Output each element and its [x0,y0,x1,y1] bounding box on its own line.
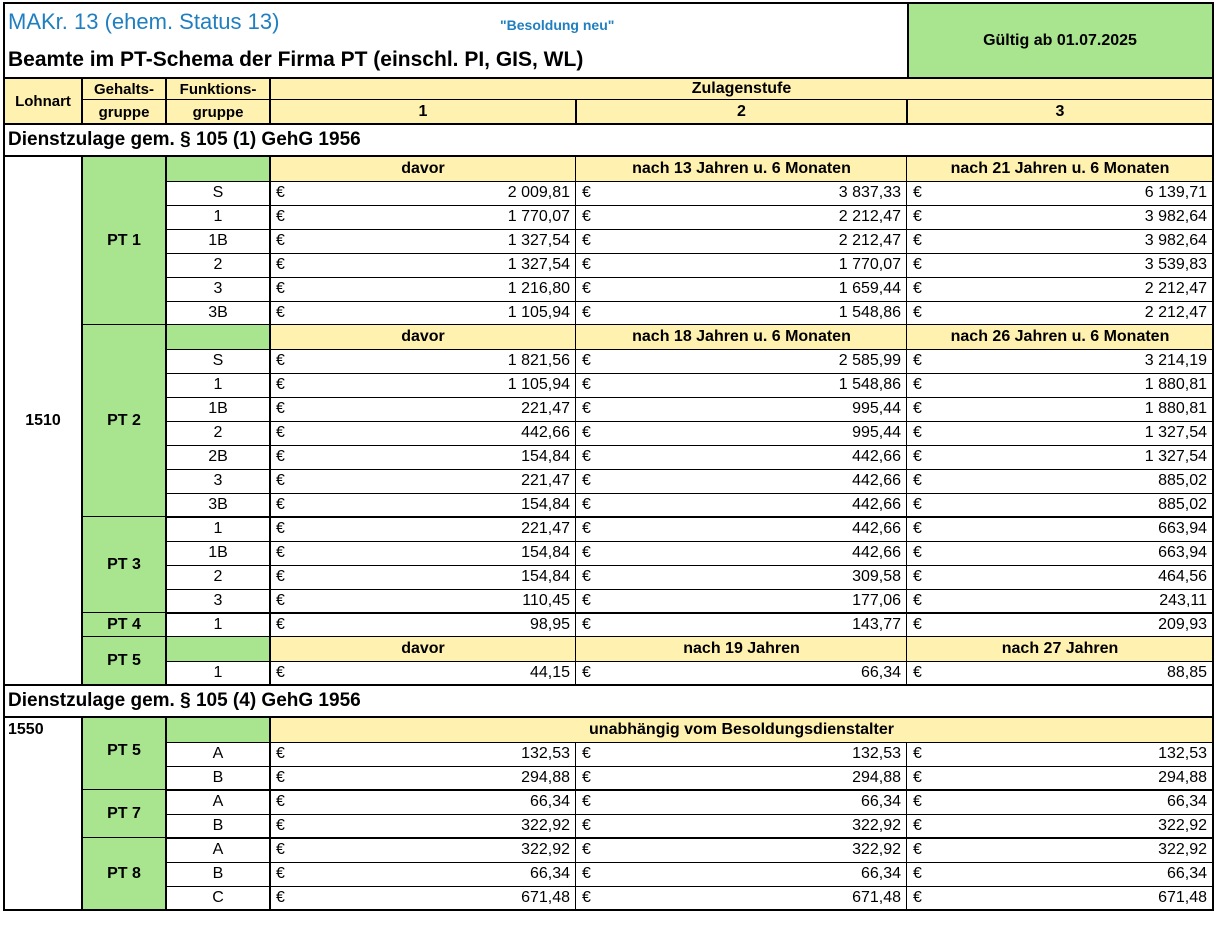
funktionsgruppe-cell: 2 [213,424,223,441]
period-header: davor [270,157,576,181]
grid-line [166,589,1213,590]
euro-symbol: € [913,472,922,489]
grid-line [906,157,907,685]
amount-cell: 663,94 [1158,544,1207,561]
grid-line [166,253,1213,254]
amount-cell: 442,66 [852,520,901,537]
amount-cell: 209,93 [1158,616,1207,633]
grid-line [166,886,1213,887]
amount-cell: 3 837,33 [838,184,901,201]
euro-symbol: € [913,544,922,561]
grid-line [166,181,1213,182]
grid-line [166,397,1213,398]
euro-symbol: € [913,184,922,201]
euro-symbol: € [582,793,591,810]
euro-symbol: € [582,841,591,858]
euro-symbol: € [913,424,922,441]
period-header: nach 18 Jahren u. 6 Monaten [576,325,907,349]
euro-symbol: € [582,520,591,537]
amount-cell: 322,92 [1158,817,1207,834]
euro-symbol: € [582,889,591,906]
grid-line [82,99,1213,100]
section-title: Dienstzulage gem. § 105 (1) GehG 1956 [8,129,361,150]
grid-line [166,766,1213,767]
stufe-header: 3 [907,100,1213,124]
gehaltsgruppe-cell: PT 8 [82,838,166,910]
euro-symbol: € [276,592,285,609]
euro-symbol: € [582,280,591,297]
euro-symbol: € [582,817,591,834]
euro-symbol: € [582,568,591,585]
amount-cell: 322,92 [852,841,901,858]
euro-symbol: € [276,184,285,201]
amount-cell: 66,34 [1166,865,1207,882]
grid-line [4,684,1213,686]
zulagenstufe-header: Zulagenstufe [270,78,1213,100]
euro-symbol: € [582,745,591,762]
amount-cell: 322,92 [1158,841,1207,858]
amount-cell: 221,47 [521,400,570,417]
amount-cell: 294,88 [521,769,570,786]
amount-cell: 66,34 [529,865,570,882]
euro-symbol: € [913,400,922,417]
grid-line [165,77,167,124]
stufe-header: 2 [576,100,907,124]
grid-line [166,493,1213,494]
funktionsgruppe-cell: 3 [213,280,223,297]
euro-symbol: € [913,745,922,762]
euro-symbol: € [913,889,922,906]
euro-symbol: € [276,352,285,369]
amount-cell: 243,11 [1159,592,1207,609]
euro-symbol: € [582,865,591,882]
grid-line [269,77,271,124]
amount-cell: 1 105,94 [507,376,570,393]
funktionsgruppe-cell: 1B [208,400,228,417]
euro-symbol: € [276,400,285,417]
euro-symbol: € [582,544,591,561]
euro-symbol: € [913,280,922,297]
grid-line [166,445,1213,446]
funktionsgruppe-cell: 3B [208,304,228,321]
amount-cell: 671,48 [1158,889,1207,906]
grid-line [3,2,5,911]
funktionsgruppe-cell: B [212,769,224,786]
period-header: nach 19 Jahren [576,637,907,661]
gehaltsgruppe-header-1: Gehalts- [82,78,166,100]
period-header: nach 21 Jahren u. 6 Monaten [907,157,1213,181]
grid-line [81,718,83,910]
amount-cell: 66,34 [860,664,901,681]
amount-cell: 442,66 [852,544,901,561]
grid-line [81,77,83,124]
euro-symbol: € [276,448,285,465]
amount-cell: 143,77 [852,616,901,633]
funktionsgruppe-cell: A [212,841,224,858]
amount-cell: 322,92 [852,817,901,834]
euro-symbol: € [913,448,922,465]
amount-cell: 221,47 [521,472,570,489]
grid-line [4,716,1213,718]
amount-cell: 66,34 [860,793,901,810]
euro-symbol: € [276,568,285,585]
euro-symbol: € [913,232,922,249]
grid-line [907,2,909,78]
funktionsgruppe-cell: 2 [213,256,223,273]
grid-line [4,123,1213,125]
amount-cell: 1 327,54 [507,232,570,249]
amount-cell: 1 821,56 [507,352,570,369]
amount-cell: 1 105,94 [507,304,570,321]
euro-symbol: € [276,841,285,858]
grid-line [4,909,1213,911]
grid-line [575,157,576,685]
euro-symbol: € [276,472,285,489]
page-subtitle: Beamte im PT-Schema der Firma PT (einschl. PI, GIS, WL) [8,48,584,71]
amount-cell: 66,34 [529,793,570,810]
amount-cell: 671,48 [852,889,901,906]
amount-cell: 3 982,64 [1144,208,1207,225]
grid-line [1212,2,1214,911]
euro-symbol: € [582,400,591,417]
amount-cell: 110,45 [522,592,570,609]
grid-line [4,155,1213,157]
euro-symbol: € [582,472,591,489]
amount-cell: 1 548,86 [838,376,901,393]
amount-cell: 2 212,47 [838,208,901,225]
amount-cell: 309,58 [852,568,901,585]
grid-line [269,718,271,910]
euro-symbol: € [582,616,591,633]
euro-symbol: € [276,865,285,882]
euro-symbol: € [582,304,591,321]
grid-line [4,77,1213,79]
amount-cell: 2 585,99 [838,352,901,369]
euro-symbol: € [276,664,285,681]
grid-line [906,742,907,910]
grid-line [166,229,1213,230]
amount-cell: 3 982,64 [1144,232,1207,249]
amount-cell: 995,44 [852,400,901,417]
euro-symbol: € [276,817,285,834]
amount-cell: 88,85 [1166,664,1207,681]
valid-from-label: Gültig ab 01.07.2025 [907,4,1213,78]
grid-line [166,469,1213,470]
grid-line [166,301,1213,302]
amount-cell: 1 880,81 [1144,376,1207,393]
gehaltsgruppe-cell: PT 7 [82,790,166,838]
amount-cell: 442,66 [852,448,901,465]
gehaltsgruppe-cell: PT 3 [82,517,166,613]
amount-cell: 1 770,07 [838,256,901,273]
grid-line [4,2,1213,4]
funktionsgruppe-cell: 3B [208,496,228,513]
amount-cell: 177,06 [852,592,901,609]
euro-symbol: € [276,616,285,633]
funktionsgruppe-empty [166,157,270,181]
funktionsgruppe-cell: 1 [213,520,223,537]
euro-symbol: € [582,664,591,681]
amount-cell: 322,92 [521,841,570,858]
euro-symbol: € [913,304,922,321]
amount-cell: 154,84 [521,568,570,585]
amount-cell: 885,02 [1158,472,1207,489]
period-header: davor [270,637,576,661]
euro-symbol: € [913,352,922,369]
amount-cell: 1 327,54 [507,256,570,273]
grid-line [575,99,577,124]
grid-line [166,205,1213,206]
funktionsgruppe-cell: A [212,745,224,762]
euro-symbol: € [582,424,591,441]
grid-line [166,862,1213,863]
euro-symbol: € [582,448,591,465]
funktionsgruppe-cell: 1B [208,544,228,561]
euro-symbol: € [913,817,922,834]
euro-symbol: € [276,232,285,249]
euro-symbol: € [582,184,591,201]
amount-cell: 2 212,47 [1144,304,1207,321]
gehaltsgruppe-cell: PT 4 [82,613,166,637]
amount-cell: 132,53 [852,745,901,762]
funktionsgruppe-cell: 1 [213,208,223,225]
grid-line [166,541,1213,542]
lohnart-cell: 1510 [25,412,61,429]
amount-cell: 2 009,81 [507,184,570,201]
grid-line [166,421,1213,422]
euro-symbol: € [582,496,591,513]
euro-symbol: € [276,376,285,393]
amount-cell: 671,48 [521,889,570,906]
grid-line [166,565,1213,566]
grid-line [165,157,167,685]
euro-symbol: € [276,424,285,441]
amount-cell: 1 327,54 [1144,448,1207,465]
euro-symbol: € [276,256,285,273]
gehaltsgruppe-empty [82,718,166,742]
funktionsgruppe-empty [166,325,270,349]
funktionsgruppe-cell: B [212,817,224,834]
grid-line [166,349,1213,350]
euro-symbol: € [582,256,591,273]
funktionsgruppe-empty [166,718,270,742]
grid-line [575,742,576,910]
period-header: davor [270,325,576,349]
funktionsgruppe-cell: A [212,793,224,810]
euro-symbol: € [276,745,285,762]
amount-cell: 1 327,54 [1144,424,1207,441]
page-title: MAKr. 13 (ehem. Status 13) [8,9,280,34]
euro-symbol: € [276,793,285,810]
amount-cell: 2 212,47 [838,232,901,249]
funktionsgruppe-cell: B [212,865,224,882]
amount-cell: 2 212,47 [1144,280,1207,297]
amount-cell: 442,66 [852,472,901,489]
funktionsgruppe-cell: 1 [213,376,223,393]
besoldung-note: "Besoldung neu" [500,17,615,33]
euro-symbol: € [582,352,591,369]
lohnart-cell: 1550 [8,721,44,738]
euro-symbol: € [913,376,922,393]
euro-symbol: € [276,544,285,561]
funktionsgruppe-empty [166,637,270,661]
euro-symbol: € [276,520,285,537]
amount-cell: 464,56 [1158,568,1207,585]
euro-symbol: € [913,841,922,858]
amount-cell: 66,34 [860,865,901,882]
amount-cell: 6 139,71 [1144,184,1207,201]
period-header: nach 26 Jahren u. 6 Monaten [907,325,1213,349]
gehaltsgruppe-cell: PT 5 [82,742,166,790]
grid-line [166,742,1213,743]
euro-symbol: € [276,208,285,225]
amount-cell: 3 214,19 [1144,352,1207,369]
amount-cell: 294,88 [852,769,901,786]
euro-symbol: € [913,256,922,273]
funktionsgruppe-header-2: gruppe [166,100,270,124]
gehaltsgruppe-cell: PT 1 [82,157,166,325]
gehaltsgruppe-header-2: gruppe [82,100,166,124]
amount-cell: 66,34 [1166,793,1207,810]
funktionsgruppe-header-1: Funktions- [166,78,270,100]
amount-cell: 442,66 [521,424,570,441]
euro-symbol: € [582,232,591,249]
amount-cell: 221,47 [521,520,570,537]
euro-symbol: € [582,592,591,609]
amount-cell: 154,84 [521,448,570,465]
funktionsgruppe-cell: S [212,184,224,201]
amount-cell: 1 659,44 [838,280,901,297]
grid-line [166,661,1213,662]
amount-cell: 132,53 [1158,745,1207,762]
amount-cell: 1 880,81 [1144,400,1207,417]
grid-line [906,99,908,124]
amount-cell: 154,84 [521,544,570,561]
euro-symbol: € [913,496,922,513]
period-header: nach 27 Jahren [907,637,1213,661]
lohnart-header: Lohnart [4,78,82,124]
euro-symbol: € [913,865,922,882]
amount-cell: 132,53 [521,745,570,762]
euro-symbol: € [276,889,285,906]
period-header: unabhängig vom Besoldungsdienstalter [270,718,1213,742]
funktionsgruppe-cell: 2 [213,568,223,585]
grid-line [166,277,1213,278]
grid-line [81,157,83,685]
funktionsgruppe-cell: 3 [213,592,223,609]
euro-symbol: € [913,208,922,225]
gehaltsgruppe-cell: PT 5 [82,637,166,685]
euro-symbol: € [913,592,922,609]
gehaltsgruppe-cell: PT 2 [82,325,166,517]
amount-cell: 1 770,07 [507,208,570,225]
funktionsgruppe-cell: 3 [213,472,223,489]
euro-symbol: € [913,616,922,633]
amount-cell: 294,88 [1158,769,1207,786]
euro-symbol: € [913,664,922,681]
amount-cell: 322,92 [521,817,570,834]
funktionsgruppe-cell: C [212,889,224,906]
funktionsgruppe-cell: 2B [208,448,228,465]
amount-cell: 44,15 [529,664,570,681]
section-title: Dienstzulage gem. § 105 (4) GehG 1956 [8,690,361,711]
funktionsgruppe-cell: 1 [213,664,223,681]
amount-cell: 98,95 [529,616,570,633]
euro-symbol: € [913,520,922,537]
amount-cell: 3 539,83 [1144,256,1207,273]
euro-symbol: € [276,496,285,513]
grid-line [165,718,167,910]
grid-line [166,814,1213,815]
euro-symbol: € [913,769,922,786]
period-header: nach 13 Jahren u. 6 Monaten [576,157,907,181]
euro-symbol: € [276,304,285,321]
euro-symbol: € [582,376,591,393]
amount-cell: 442,66 [852,496,901,513]
euro-symbol: € [582,208,591,225]
funktionsgruppe-cell: 1 [213,616,223,633]
euro-symbol: € [913,793,922,810]
amount-cell: 663,94 [1158,520,1207,537]
euro-symbol: € [276,769,285,786]
funktionsgruppe-cell: 1B [208,232,228,249]
amount-cell: 1 216,80 [507,280,570,297]
grid-line [269,157,271,685]
euro-symbol: € [913,568,922,585]
funktionsgruppe-cell: S [212,352,224,369]
amount-cell: 1 548,86 [838,304,901,321]
grid-line [166,373,1213,374]
euro-symbol: € [582,769,591,786]
stufe-header: 1 [270,100,576,124]
amount-cell: 154,84 [521,496,570,513]
amount-cell: 995,44 [852,424,901,441]
amount-cell: 885,02 [1158,496,1207,513]
euro-symbol: € [276,280,285,297]
